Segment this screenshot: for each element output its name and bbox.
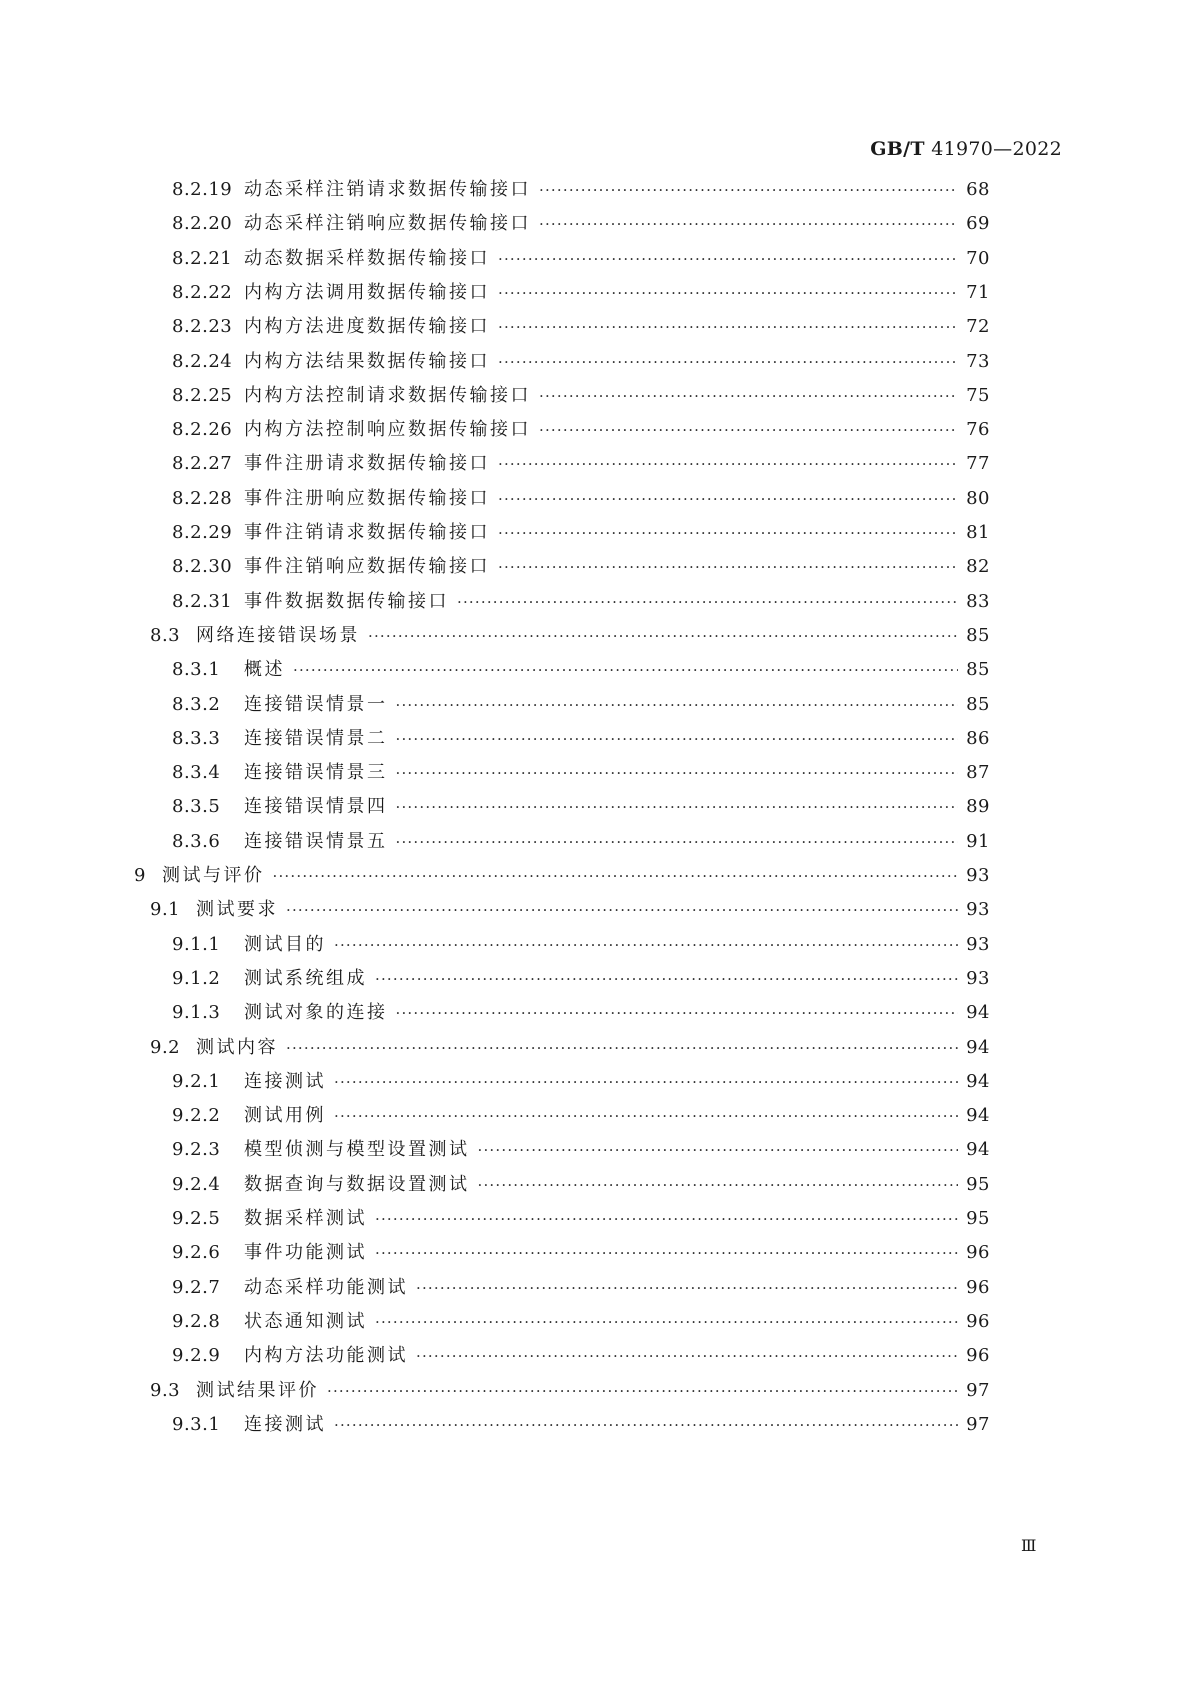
toc-entry-title: 测试目的: [244, 933, 326, 955]
toc-leader-dots: [396, 759, 959, 787]
toc-leader-dots: [375, 1205, 958, 1233]
toc-entry-title: 连接错误情景三: [244, 762, 388, 784]
toc-entry[interactable]: [134, 862, 990, 890]
toc-entry-page: 81: [966, 522, 990, 543]
toc-entry-page: 94: [966, 1002, 990, 1024]
toc-leader-dots: [498, 279, 958, 307]
toc-entry-number: 9.2.7: [172, 1276, 221, 1298]
toc-leader-dots: [539, 416, 958, 444]
toc-entry-title: 内构方法结果数据传输接口: [244, 350, 490, 372]
toc-leader-dots: [498, 245, 958, 273]
toc-leader-dots: [498, 553, 958, 581]
toc-entry-number: 9.1.3: [172, 1002, 221, 1024]
toc-leader-dots: [539, 382, 958, 410]
toc-entry[interactable]: [172, 759, 990, 787]
toc-entry[interactable]: [172, 1342, 990, 1370]
toc-entry-page: 85: [966, 624, 990, 646]
toc-entry-number: 8.3.4: [172, 762, 221, 784]
toc-entry-page: 95: [966, 1173, 990, 1195]
toc-entry-page: 70: [966, 247, 990, 269]
toc-entry-title: 连接测试: [244, 1413, 326, 1435]
toc-entry-page: 69: [966, 213, 990, 235]
toc-entry-page: 97: [966, 1379, 990, 1401]
toc-entry-number: 9.1.2: [172, 967, 221, 989]
toc-entry-number: 9: [134, 865, 146, 886]
toc-entry[interactable]: [172, 1308, 990, 1336]
toc-entry[interactable]: [172, 382, 990, 410]
toc-entry-page: 93: [966, 865, 990, 886]
toc-entry-number: 9.2.3: [172, 1139, 221, 1161]
toc-entry-title: 连接测试: [244, 1070, 326, 1092]
toc-entry-number: 8.2.27: [172, 453, 233, 475]
toc-entry[interactable]: [172, 553, 990, 581]
toc-leader-dots: [478, 1171, 959, 1199]
toc-entry[interactable]: [172, 588, 990, 616]
toc-entry-number: 9.3.1: [172, 1413, 221, 1435]
toc-entry-title: 内构方法功能测试: [244, 1345, 408, 1367]
toc-leader-dots: [368, 622, 958, 650]
toc-entry-number: 8.2.22: [172, 281, 233, 303]
toc-entry-number: 9.2: [150, 1036, 181, 1058]
toc-entry-title: 测试结果评价: [196, 1379, 319, 1401]
document-header: [870, 138, 1062, 160]
toc-entry-number: 8.2.28: [172, 487, 233, 509]
toc-entry-number: 8.2.21: [172, 247, 233, 269]
toc-entry-number: 9.2.9: [172, 1345, 221, 1367]
toc-entry-number: 8.3: [150, 624, 181, 646]
toc-entry-page: 76: [966, 419, 990, 441]
toc-entry-number: 8.2.30: [172, 556, 233, 578]
toc-leader-dots: [375, 965, 958, 993]
toc-leader-dots: [334, 1411, 958, 1439]
toc-entry-page: 95: [966, 1208, 990, 1229]
toc-entry-page: 97: [966, 1413, 990, 1435]
toc-entry-title: 测试系统组成: [244, 967, 367, 989]
toc-entry-number: 9.2.5: [172, 1208, 221, 1229]
toc-entry[interactable]: [150, 622, 990, 650]
toc-entry-title: 测试用例: [244, 1105, 326, 1127]
toc-leader-dots: [396, 999, 959, 1027]
toc-entry-page: 85: [966, 659, 990, 681]
toc-entry-page: 80: [966, 487, 990, 509]
toc-entry-number: 9.3: [150, 1379, 181, 1401]
toc-entry-title: 连接错误情景四: [244, 796, 388, 818]
toc-entry[interactable]: [172, 1239, 990, 1267]
toc-entry-title: 模型侦测与模型设置测试: [244, 1139, 470, 1161]
toc-entry-page: 94: [966, 1036, 990, 1058]
toc-entry-number: 9.2.6: [172, 1242, 221, 1264]
toc-entry[interactable]: [172, 965, 990, 993]
toc-entry-title: 测试要求: [196, 899, 278, 921]
toc-entry-number: 9.2.8: [172, 1310, 221, 1332]
standard-code: 41970—2022: [931, 138, 1062, 160]
toc-entry-title: 内构方法控制请求数据传输接口: [244, 384, 531, 406]
toc-entry[interactable]: [172, 348, 990, 376]
toc-entry-title: 内构方法进度数据传输接口: [244, 316, 490, 338]
toc-leader-dots: [286, 1034, 958, 1062]
toc-entry-page: 91: [966, 830, 990, 852]
toc-entry-title: 事件注册响应数据传输接口: [244, 487, 490, 509]
toc-entry[interactable]: [172, 210, 990, 238]
toc-entry-number: 8.3.1: [172, 659, 221, 681]
toc-entry-title: 连接错误情景一: [244, 693, 388, 715]
toc-leader-dots: [498, 519, 958, 547]
toc-entry[interactable]: [150, 1377, 990, 1405]
toc-entry-page: 94: [966, 1070, 990, 1092]
toc-entry-page: 96: [966, 1345, 990, 1367]
toc-leader-dots: [498, 485, 958, 513]
toc-entry-title: 内构方法调用数据传输接口: [244, 281, 490, 303]
toc-entry-number: 9.2.1: [172, 1070, 221, 1092]
toc-entry-page: 96: [966, 1276, 990, 1298]
toc-entry-title: 动态数据采样数据传输接口: [244, 247, 490, 269]
toc-entry[interactable]: [172, 313, 990, 341]
toc-entry-page: 94: [966, 1105, 990, 1127]
toc-entry[interactable]: [172, 691, 990, 719]
toc-entry[interactable]: [150, 896, 990, 924]
toc-entry-title: 动态采样注销请求数据传输接口: [244, 179, 531, 200]
toc-entry[interactable]: [172, 245, 990, 273]
toc-leader-dots: [286, 896, 958, 924]
toc-entry-page: 93: [966, 899, 990, 921]
toc-entry-page: 73: [966, 350, 990, 372]
toc-entry-number: 8.2.20: [172, 213, 233, 235]
toc-entry[interactable]: [172, 999, 990, 1027]
toc-entry-title: 网络连接错误场景: [196, 624, 360, 646]
toc-entry-page: 96: [966, 1242, 990, 1264]
toc-entry-title: 数据采样测试: [244, 1208, 367, 1229]
standard-prefix: GB/T: [870, 138, 925, 160]
toc-entry-number: 8.2.25: [172, 384, 233, 406]
toc-entry-title: 连接错误情景二: [244, 727, 388, 749]
toc-entry[interactable]: [172, 279, 990, 307]
toc-entry-page: 82: [966, 556, 990, 578]
toc-leader-dots: [293, 656, 958, 684]
toc-entry-number: 8.3.6: [172, 830, 221, 852]
toc-leader-dots: [498, 450, 958, 478]
toc-entry[interactable]: [172, 931, 990, 959]
toc-entry-page: 86: [966, 727, 990, 749]
toc-entry-page: 96: [966, 1310, 990, 1332]
toc-entry-number: 8.3.3: [172, 727, 221, 749]
toc-entry-number: 8.2.23: [172, 316, 233, 338]
toc-leader-dots: [273, 862, 959, 890]
toc-leader-dots: [457, 588, 958, 616]
toc-leader-dots: [396, 828, 959, 856]
toc-leader-dots: [416, 1342, 958, 1370]
toc-entry-number: 8.3.5: [172, 796, 221, 818]
toc-entry-page: 93: [966, 967, 990, 989]
toc-entry[interactable]: [172, 1171, 990, 1199]
toc-entry-title: 事件注销请求数据传输接口: [244, 522, 490, 543]
toc-leader-dots: [375, 1308, 958, 1336]
toc-entry[interactable]: [172, 1136, 990, 1164]
toc-leader-dots: [396, 691, 959, 719]
page-number-footer: Ⅲ: [1021, 1536, 1037, 1555]
toc-entry-number: 9.1.1: [172, 933, 221, 955]
toc-entry-title: 概述: [244, 659, 285, 681]
toc-entry-number: 8.3.2: [172, 693, 221, 715]
toc-entry[interactable]: [172, 416, 990, 444]
toc-entry-title: 事件功能测试: [244, 1242, 367, 1264]
toc-entry-page: 71: [966, 281, 990, 303]
toc-leader-dots: [498, 348, 958, 376]
toc-entry-title: 连接错误情景五: [244, 830, 388, 852]
toc-leader-dots: [334, 1068, 958, 1096]
toc-entry-page: 83: [966, 590, 990, 612]
toc-entry[interactable]: [172, 1205, 990, 1233]
toc-leader-dots: [334, 931, 958, 959]
toc-entry-title: 数据查询与数据设置测试: [244, 1173, 470, 1195]
toc-leader-dots: [334, 1102, 958, 1130]
toc-entry-number: 8.2.26: [172, 419, 233, 441]
toc-entry-page: 87: [966, 762, 990, 784]
toc-entry-page: 77: [966, 453, 990, 475]
toc-entry-title: 事件注册请求数据传输接口: [244, 453, 490, 475]
toc-entry[interactable]: [172, 1068, 990, 1096]
toc-entry-title: 状态通知测试: [244, 1310, 367, 1332]
toc-entry[interactable]: [172, 1411, 990, 1439]
toc-entry-title: 测试内容: [196, 1036, 278, 1058]
toc-entry-page: 89: [966, 796, 990, 818]
toc-entry-title: 事件注销响应数据传输接口: [244, 556, 490, 578]
toc-entry-title: 动态采样功能测试: [244, 1276, 408, 1298]
toc-entry-number: 8.2.19: [172, 179, 233, 200]
toc-entry[interactable]: [172, 656, 990, 684]
toc-entry[interactable]: [172, 485, 990, 513]
toc-entry-title: 事件数据数据传输接口: [244, 590, 449, 612]
toc-entry-page: 68: [966, 179, 990, 200]
toc-entry-number: 8.2.24: [172, 350, 233, 372]
toc-entry-number: 9.2.4: [172, 1173, 221, 1195]
toc-leader-dots: [498, 313, 958, 341]
toc-entry-page: 75: [966, 384, 990, 406]
toc-leader-dots: [416, 1274, 958, 1302]
toc-entry-number: 8.2.29: [172, 522, 233, 543]
toc-entry-number: 9.2.2: [172, 1105, 221, 1127]
toc-entry-title: 内构方法控制响应数据传输接口: [244, 419, 531, 441]
toc-leader-dots: [478, 1136, 959, 1164]
toc-entry[interactable]: [150, 1034, 990, 1062]
toc-leader-dots: [327, 1377, 958, 1405]
toc-entry[interactable]: [172, 793, 990, 821]
toc-entry-page: 94: [966, 1139, 990, 1161]
toc-leader-dots: [396, 725, 959, 753]
toc-leader-dots: [375, 1239, 958, 1267]
toc-entry[interactable]: [172, 1102, 990, 1130]
toc-entry-page: 85: [966, 693, 990, 715]
toc-leader-dots: [396, 793, 959, 821]
toc-entry[interactable]: [172, 176, 990, 204]
toc-entry-page: 93: [966, 933, 990, 955]
toc-entry[interactable]: [172, 828, 990, 856]
toc-entry[interactable]: [172, 725, 990, 753]
toc-leader-dots: [539, 210, 958, 238]
toc-entry-title: 动态采样注销响应数据传输接口: [244, 213, 531, 235]
toc-entry[interactable]: [172, 1274, 990, 1302]
toc-entry-number: 9.1: [150, 899, 181, 921]
toc-entry-number: 8.2.31: [172, 590, 233, 612]
toc-entry[interactable]: [172, 519, 990, 547]
toc-entry-page: 72: [966, 316, 990, 338]
toc-entry[interactable]: [172, 450, 990, 478]
toc-entry-title: 测试与评价: [162, 865, 265, 886]
toc-leader-dots: [539, 176, 958, 204]
toc-entry-title: 测试对象的连接: [244, 1002, 388, 1024]
